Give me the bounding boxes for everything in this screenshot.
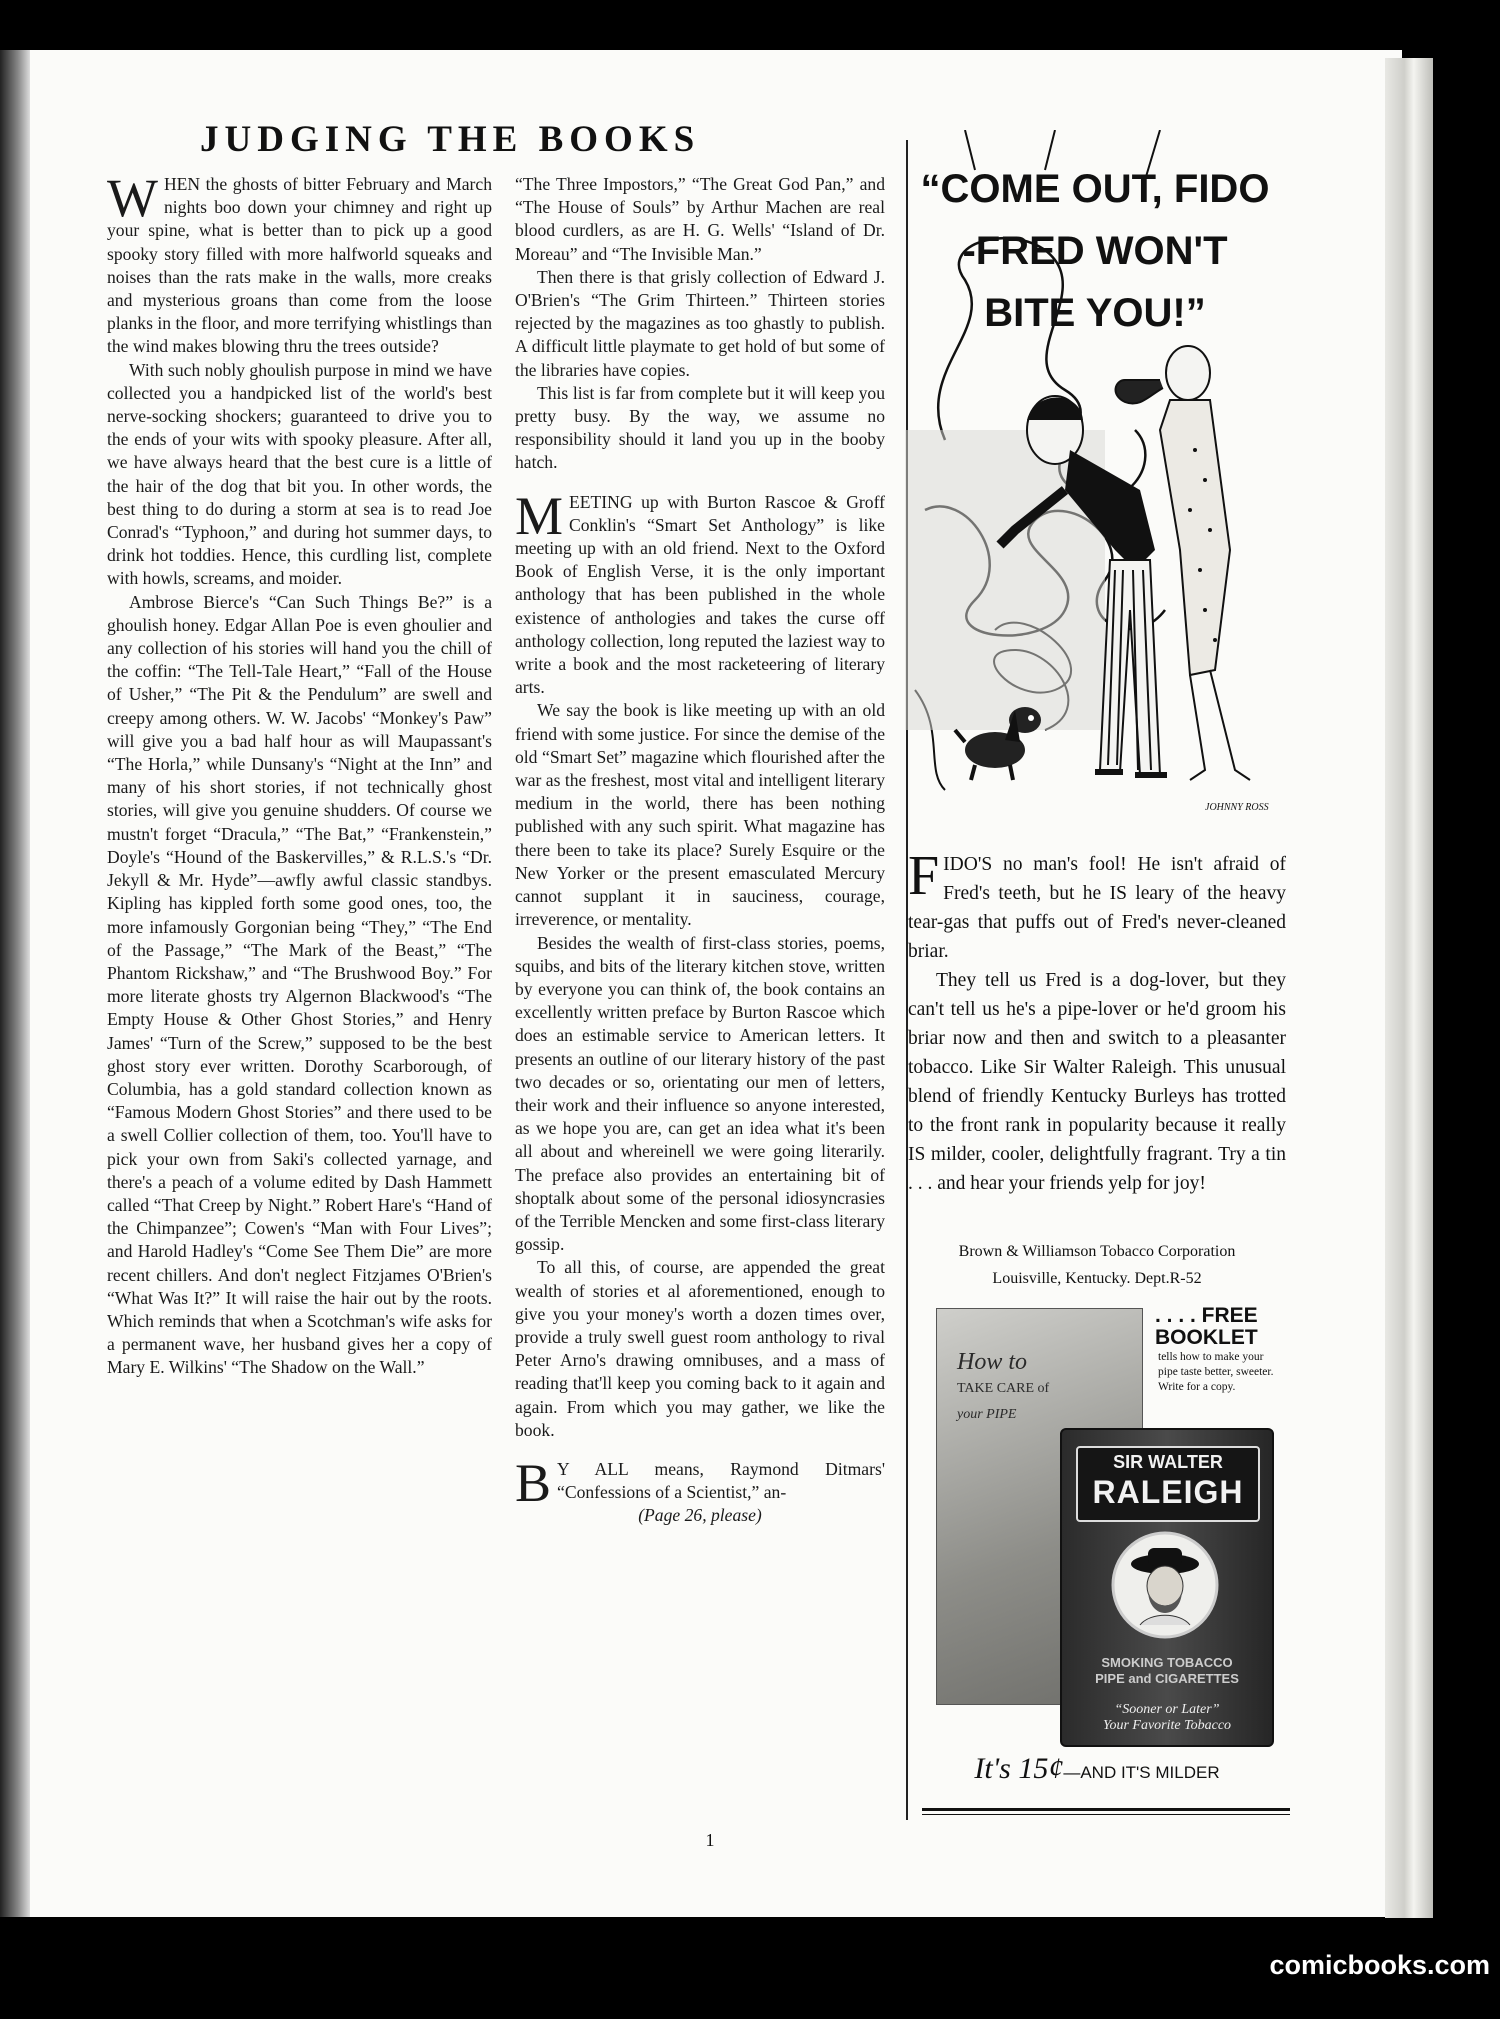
article-paragraph: [515, 382, 885, 475]
paragraph-text: EETING up with Burton Rascoe & Groff Conklin's “Smart Set Anthology” is like meeting up with an old friend. Next to the Oxford Book of English Verse, it is the only important anthology that has been published in the whole existence of anthologies and takes the curse off anthology collection, long reputed the laziest way to write a book and the most racketeering of literary arts.: [515, 491, 885, 698]
article-paragraph: [107, 168, 492, 359]
article-paragraph: [515, 173, 885, 266]
ad-company-name: Brown & Williamson Tobacco Corporation: [958, 1243, 1236, 1260]
article-paragraph: [515, 266, 885, 382]
paragraph-text: HEN the ghosts of bitter February and March nights boo down your chimney and right up your spine, what is better than to pick up a good spooky story filled with more halfworld squeaks and noises than the rats make in the walls, more creaks and mysterious groans than come from the loose planks in the floor, and more terrifying whistlings than the wind makes blowing thru the trees outside?: [107, 174, 492, 357]
raleigh-portrait-icon: [1110, 1530, 1220, 1640]
drop-cap: W: [107, 168, 158, 228]
tin-slogan-line-1: “Sooner or Later”: [1114, 1702, 1220, 1717]
tin-label-line-1: SMOKING TOBACCO: [1101, 1655, 1233, 1670]
paragraph-text: Besides the wealth of first-class stories, poems, squibs, and bits of the literary kitchen stove, written by everyone you can think of, the book contains an excellently written preface by Burton Rascoe which does an estimable service to American letters. It presents an outline of our literary history of the past two decades or so, orientating our men of letters, their work and their influence so anyone interested, as we hope you are, can get an idea what it's been all about and whereinell we were going literarily. The preface also provides an entertaining bit of shoptalk about some of the personal idiosyncrasies of the Terrible Mencken and some first-class literary gossip.: [515, 932, 885, 1255]
tin-slogan: [1072, 1702, 1262, 1734]
ad-body-copy: [908, 845, 1286, 1198]
article-column-1: [107, 168, 492, 1380]
drop-cap: B: [515, 1452, 552, 1513]
free-booklet-heading: [1155, 1305, 1285, 1349]
article-title: JUDGING THE BOOKS: [200, 119, 701, 160]
ad-price-line: [908, 1752, 1286, 1786]
article-paragraph: [515, 485, 885, 700]
ad-headline-line-3: BITE YOU!”: [984, 291, 1206, 335]
paragraph-text: This list is far from complete but it will keep you pretty busy. By the way, we assume no responsibility should it land you up in the booby hatch.: [515, 382, 885, 473]
tin-brand-line-1: SIR WALTER: [1113, 1452, 1223, 1472]
page-number: 1: [705, 1830, 715, 1850]
paragraph-text: We say the book is like meeting up with an old friend with some justice. For since the demise of the old “Smart Set” magazine which flourished after the war as the freshest, most vital and intelligent literary medium in the world, there has been nothing published with any such spirit. What magazine has there been to take its place? Surely Esquire or the New Yorker or the present emasculated Mercury cannot supplant it in sauciness, courage, irreverence, or mentality.: [515, 700, 885, 930]
ad-price-tagline: —AND IT'S MILDER: [1063, 1763, 1220, 1782]
ad-company-address: Louisville, Kentucky. Dept.R-52: [992, 1270, 1202, 1287]
article-paragraph: [515, 1452, 885, 1513]
paragraph-text: With such nobly ghoulish purpose in mind we have collected you a handpicked list of the world's best nerve-socking shockers; guaranteed to drive you to the ends of your wits with spooky pleasure. After all, we have always heard that the best cure is a little of the hair of the dog that bit you. In other words, the best thing to do during a storm at sea is to read Joe Conrad's “Typhoon,” and during hot summer days, to drink hot toddies. Hence, this curdling list, complete with howls, screams, and moider.: [107, 359, 492, 589]
tin-slogan-line-2: Your Favorite Tobacco: [1102, 1718, 1232, 1733]
ad-paragraph-1: IDO'S no man's fool! He isn't afraid of Fred's teeth, but he IS leary of the heavy tear-gas that puffs out of Fred's never-cleaned briar.: [908, 854, 1286, 962]
site-watermark: comicbooks.com: [1269, 1950, 1490, 1980]
ad-paragraph-2: They tell us Fred is a dog-lover, but they can't tell us he's a pipe-lover or he'd groom his briar now and then and switch to a pleasanter tobacco. Like Sir Walter Raleigh. This unusual blend of friendly Kentucky Burleys has trotted to the front rank in popularity because it really IS milder, cooler, delightfully fragrant. Try a tin . . . and hear your friends yelp for joy!: [908, 970, 1286, 1194]
free-booklet-line-2: BOOKLET: [1155, 1326, 1258, 1349]
paragraph-text: Y ALL means, Raymond Ditmars' “Confessions of a Scientist,” an-: [557, 1458, 885, 1503]
ad-headline-line-2: -FRED WON'T: [962, 229, 1228, 273]
article-paragraph: [515, 1256, 885, 1442]
ad-headline: [895, 158, 1295, 344]
binding-edge: [0, 50, 30, 1917]
article-paragraph: [107, 359, 492, 591]
continued-notice: (Page 26, please): [638, 1505, 762, 1526]
ad-price: It's 15¢: [974, 1752, 1064, 1785]
article-column-2: [515, 173, 885, 1528]
booklet-cover-line-2: TAKE CARE of: [957, 1381, 1050, 1396]
ad-dropcap: F: [908, 845, 940, 907]
article-paragraph: [515, 932, 885, 1257]
booklet-description: tells how to make your pipe taste better, sweeter. Write for a copy.: [1158, 1351, 1274, 1393]
paragraph-text: “The Three Impostors,” “The Great God Pan,” and “The House of Souls” by Arthur Machen are real blood curdlers, as are H. G. Wells' “Island of Dr. Moreau” and “The Invisible Man.”: [515, 174, 885, 264]
booklet-cover-line-1: How to: [957, 1349, 1028, 1375]
article-paragraph: [515, 699, 885, 931]
tobacco-tin-photo: [1060, 1428, 1274, 1747]
tin-label: [1072, 1655, 1262, 1687]
artist-signature: JOHNNY ROSS: [1205, 802, 1269, 813]
drop-cap: M: [515, 485, 564, 546]
ad-headline-line-1: “COME OUT, FIDO: [920, 167, 1270, 211]
ad-rule-thick: [922, 1808, 1290, 1811]
paragraph-text: To all this, of course, are appended the great wealth of stories et al aforementioned, enough to give you your money's worth a dozen times over, provide a truly swell guest room anthology to rival Peter Arno's drawing omnibuses, and a mass of reading that'll keep you coming back to it again and again. From which you may gather, we like the book.: [515, 1257, 885, 1440]
ad-rule-thin: [922, 1814, 1290, 1815]
tin-label-line-2: PIPE and CIGARETTES: [1095, 1671, 1239, 1686]
page-stack-edge: [1385, 58, 1433, 1918]
booklet-cover-line-3: your PIPE: [957, 1407, 1017, 1422]
ad-company-block: [908, 1238, 1286, 1292]
free-booklet-line-1: . . . . FREE: [1155, 1304, 1258, 1327]
article-paragraph: [107, 591, 492, 1380]
paragraph-text: Then there is that grisly collection of Edward J. O'Brien's “The Grim Thirteen.” Thirteen stories rejected by the magazines as too ghastly to publish. A difficult little playmate to get hold of but some of the libraries have copies.: [515, 266, 885, 380]
tin-brand-line-2: RALEIGH: [1092, 1474, 1244, 1510]
paragraph-text: Ambrose Bierce's “Can Such Things Be?” is a ghoulish honey. Edgar Allan Poe is even ghoulier and any collection of his stories will hand you the chill of the coffin: “The Tell-Tale Heart,” “Fall of the House of Usher,” “The Pit & the Pendulum” are swell and creepy among others. W. W. Jacobs' “Monkey's Paw” will give you a bad half hour as will Maupassant's “The Horla,” while Dunsany's “Night at the Inn” and many of his short stories, if not technically ghost stories, will give you genuine shudders. Of course we mustn't forget “Dracula,” “The Bat,” “Frankenstein,” Doyle's “Hound of the Baskervilles,” & R.L.S.'s “Dr. Jekyll & Mr. Hyde”—awfly awful classic standbys. Kipling has kippled forth some good ones, too, the more infamously Gorgonian being “They,” “The End of the Passage,” “The Mark of the Beast,” “The Phantom Rickshaw,” and “The Brushwood Boy.” For more literate ghosts try Algernon Blackwood's “The Empty House & Other Ghost Stories,” and Henry James' “Turn of the Screw,” supposed to be the best ghost story ever written. Dorothy Scarborough, of Columbia, has a gold standard collection known as “Famous Modern Ghost Stories” and there used to be a swell Collier collection of them, too. You'll have to pick your own from Saki's collected yarnage, and there's a peach of a volume edited by Dash Hammett called “That Creep by Night.” Robert Hare's “Hand of the Chimpanzee”; Cowen's “Man with Four Lives”; and Harold Hadley's “Come See Them Die” are more recent chillers. And don't neglect Fitzjames O'Brien's “What Was It?” It will raise the hair out by the roots. Which reminds that when a Scotchman's wife asks for a permanent wave, her husband gives her a copy of Mary E. Wilkins' “The Shadow on the Wall.”: [107, 591, 492, 1378]
